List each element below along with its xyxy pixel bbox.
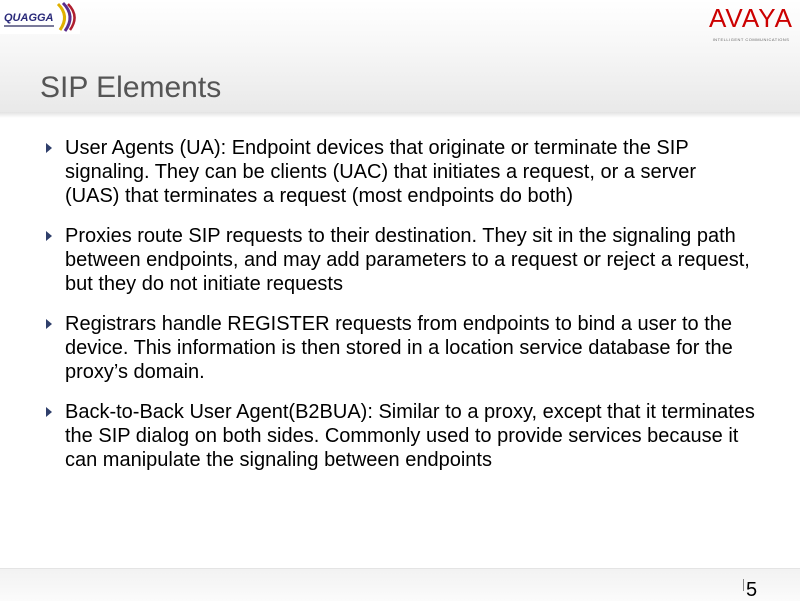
page-number: 5 bbox=[746, 579, 758, 601]
quagga-logo bbox=[0, 0, 80, 34]
footer-band bbox=[0, 568, 800, 601]
avaya-logo bbox=[706, 4, 796, 44]
bullet-arrow-icon bbox=[46, 231, 52, 241]
bullet-text: Proxies route SIP requests to their destination. They sit in the signaling path between endpoints, and may add parameters to a request or reject a request, but they do not initiate requests bbox=[65, 225, 750, 295]
bullet-item-user-agents bbox=[0, 136, 755, 208]
header-divider bbox=[0, 112, 800, 118]
bullet-item-b2bua bbox=[0, 400, 755, 472]
avaya-tagline: INTELLIGENT COMMUNICATIONS bbox=[712, 37, 790, 42]
bullet-arrow-icon bbox=[46, 319, 52, 329]
bullet-list bbox=[0, 136, 800, 472]
bullet-item-proxies bbox=[0, 224, 755, 296]
page-title: SIP Elements bbox=[40, 71, 222, 104]
bullet-text: Back-to-Back User Agent(B2BUA): Similar to a proxy, except that it terminates the SIP dialog on both sides. Commonly used to provide services because it can manipulate the signaling between endpoints bbox=[65, 401, 755, 471]
bullet-arrow-icon bbox=[46, 407, 52, 417]
footer-divider bbox=[743, 579, 744, 591]
quagga-logo-text: QUAGGA bbox=[4, 12, 54, 24]
bullet-text: Registrars handle REGISTER requests from endpoints to bind a user to the device. This information is then stored in a location service database for the proxy’s domain. bbox=[65, 313, 733, 383]
bullet-item-registrars bbox=[0, 312, 755, 384]
bullet-arrow-icon bbox=[46, 143, 52, 153]
bullet-text: User Agents (UA): Endpoint devices that originate or terminate the SIP signaling. They can be clients (UAC) that initiates a request, or a server (UAS) that terminates a request (most endpoints do both) bbox=[65, 137, 697, 207]
avaya-logo-text: AVAYA bbox=[709, 3, 793, 33]
